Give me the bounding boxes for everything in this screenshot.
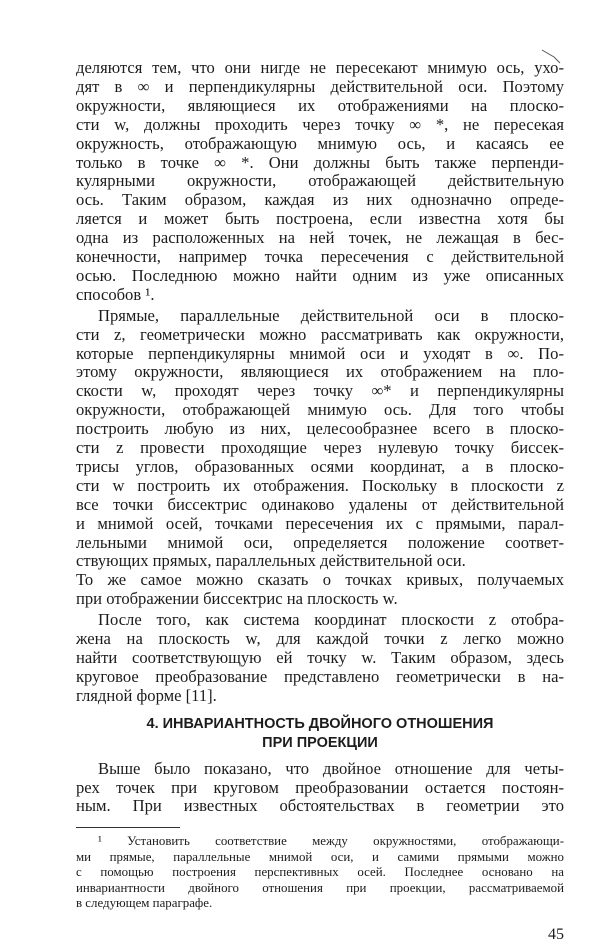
text-line: одна из расположенных на ней точек, не лежащая в бес- — [76, 228, 564, 248]
text-line: способов ¹. — [76, 284, 155, 304]
text-line: ствующих прямых, параллельных действительной оси. — [76, 551, 466, 571]
text-line: и мнимой осей, точками пересечения их с прямыми, парал- — [76, 513, 564, 533]
text-line: То же самое можно сказать о точках кривых, получаемых — [76, 570, 564, 590]
text-line: сти w построить их отображения. Поскольку в плоскости z — [76, 475, 564, 495]
footnote-line: в следующем параграфе. — [76, 896, 213, 911]
section-text-line: рех точек при круговом преобразовании остается постоян- — [76, 777, 564, 797]
text-line: лельными мнимой оси, определяется положение соответ- — [76, 532, 564, 552]
text-line: которые перпендикулярны мнимой оси и уходят в ∞. По- — [76, 343, 564, 363]
section-heading-line: ПРИ ПРОЕКЦИИ — [262, 734, 378, 751]
text-line: конечности, например точка пересечения с действительной — [76, 247, 564, 266]
text-line: окружности, отображающей мнимую ось. Для того чтобы — [76, 400, 564, 420]
text-line: осью. Последнюю можно найти одним из уже описанных — [76, 265, 564, 285]
text-line: деляются тем, что они нигде не пересекают мнимую ось, ухо- — [76, 58, 564, 77]
footnote-line: с помощью построения перспективных осей. Последнее основано на — [76, 865, 564, 880]
text-line: дят в ∞ и перпендикулярны действительной оси. Поэтому — [76, 76, 564, 96]
footnote-line: ми прямые, параллельные мнимой оси, и самими прямыми можно — [76, 849, 564, 864]
text-line: ляется и может быть построена, если известна хотя бы — [76, 209, 564, 229]
text-line: построить любую из них, целесообразнее всего в плоско- — [76, 419, 564, 439]
text-line: скости w, проходят через точку ∞* и перпендикулярны — [76, 381, 564, 401]
footnote-rule — [76, 827, 180, 828]
text-line: все точки биссектрис одинаково удалены от действительной — [76, 494, 564, 514]
text-line: трисы углов, образованных осями координат, а в плоско- — [76, 456, 564, 476]
text-line: После того, как система координат плоскости z отобра- — [98, 610, 564, 630]
text-line: окружности, являющиеся их отображениями на плоско- — [76, 95, 564, 115]
text-line: ось. Таким образом, каждая из них однозначно опреде- — [76, 190, 564, 210]
text-line: этому окружности, являющиеся их отображением на пло- — [76, 362, 564, 382]
text-line: только в точке ∞ *. Они должны быть также перпенди- — [76, 152, 564, 172]
text-line: найти соответствующую ей точку w. Таким образом, здесь — [76, 647, 564, 667]
text-line: глядной форме [11]. — [76, 685, 217, 705]
footnote-line: ¹ Установить соответствие между окружностями, отображающи- — [98, 834, 564, 849]
text-line: кулярными окружности, отображающей действительную — [76, 171, 564, 191]
text-line: сти z, геометрически можно рассматривать как окружности, — [76, 324, 564, 344]
page-number: 45 — [548, 925, 564, 943]
text-line: при отображении биссектрис на плоскость w. — [76, 589, 398, 609]
text-line: жена на плоскость w, для каждой точки z легко можно — [76, 629, 564, 648]
text-line: Прямые, параллельные действительной оси в плоско- — [98, 305, 564, 325]
text-line: сти z провести проходящие через нулевую точку биссек- — [76, 438, 564, 457]
text-line: круговое преобразование представлено геометрически в на- — [76, 666, 564, 686]
text-line: сти w, должны проходить через точку ∞ *, не пересекая — [76, 114, 564, 134]
footnote-line: инвариантности двойного отношения при проекции, рассматриваемой — [76, 880, 564, 895]
section-heading-line: 4. ИНВАРИАНТНОСТЬ ДВОЙНОГО ОТНОШЕНИЯ — [146, 715, 494, 732]
text-line: окружность, отображающую мнимую ось, и касаясь ее — [76, 133, 564, 153]
section-text-line: ным. При известных обстоятельствах в геометрии это — [76, 796, 564, 816]
section-text-line: Выше было показано, что двойное отношение для четы- — [98, 758, 564, 778]
